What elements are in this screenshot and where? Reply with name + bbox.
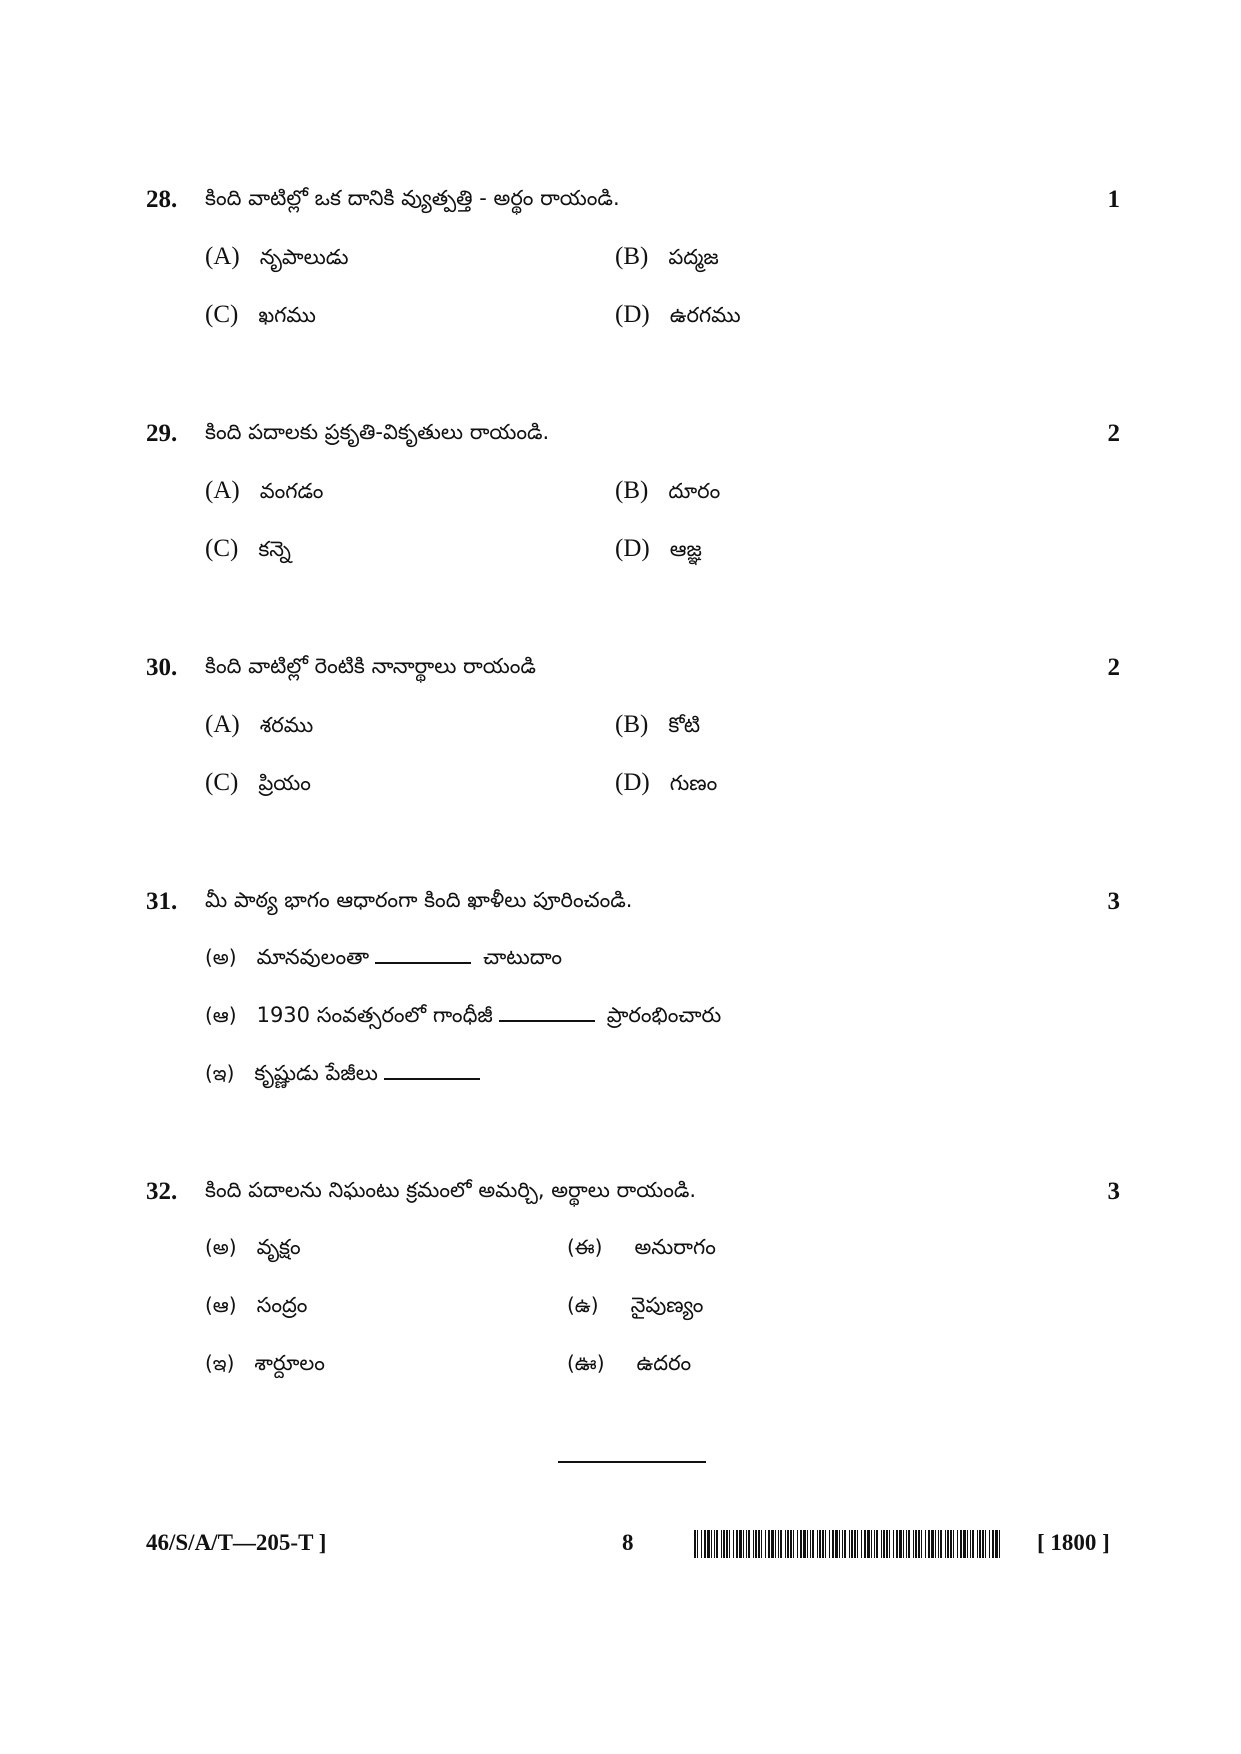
option-value: దూరం [668,479,721,503]
question-marks: 2 [1107,654,1120,681]
option-label: (C) [205,535,239,562]
option-label: (ఆ) [205,1293,237,1317]
option-label: (ఊ) [567,1351,605,1375]
option-value: ఖగము [258,303,316,327]
option-label: (D) [615,769,650,796]
question-text: మీ పాఠ్య భాగం ఆధారంగా కింది ఖాళీలు పూరించండి. [205,888,633,912]
option-label: (A) [205,711,240,738]
option-c [205,769,311,801]
question-number: 31. [146,888,178,915]
option-d [615,769,717,801]
question-text: కింది వాటిల్లో ఒక దానికి వ్యుత్పత్తి - అర్థం రాయండి. [205,186,620,210]
option-label: (ఈ) [567,1235,603,1259]
word-c [205,1351,325,1381]
option-label: (ఆ) [205,1003,237,1027]
blank-line [499,1020,595,1022]
blank-line [375,962,471,964]
option-label: (B) [615,243,649,270]
option-label: (B) [615,711,649,738]
option-label: (ఉ) [567,1293,599,1317]
option-value: సంద్రం [256,1293,308,1317]
option-label: (C) [205,769,239,796]
option-label: (C) [205,301,239,328]
option-value: గుణం [669,771,718,795]
question-marks: 1 [1107,186,1120,213]
word-e [567,1293,703,1323]
option-label: (D) [615,535,650,562]
question-marks: 3 [1107,1178,1120,1205]
option-label: (D) [615,301,650,328]
fill-blank-c [205,1061,486,1091]
fill-blank-b [205,1003,721,1033]
option-b [615,477,720,509]
option-value: శరము [259,713,314,737]
option-label: (ఇ) [205,1351,235,1375]
option-value: ఆజ్ఞ [669,537,702,561]
question-number: 32. [146,1178,178,1205]
option-d [615,301,741,333]
option-label: (A) [205,243,240,270]
fill-blank-a [205,945,562,975]
option-label: (అ) [205,1235,237,1259]
end-rule [558,1461,706,1463]
option-label: (అ) [205,945,237,969]
option-text-after: చాటుదాం [483,945,563,969]
option-value: నృపాలుడు [259,245,349,269]
copy-count: [ 1800 ] [1037,1530,1110,1555]
option-a [205,243,349,275]
option-c [205,301,316,333]
question-text: కింది వాటిల్లో రెంటికి నానార్థాలు రాయండి [205,654,536,678]
option-text-before: 1930 సంవత్సరంలో గాంధీజీ [256,1003,493,1027]
question-text: కింది పదాలకు ప్రకృతి-వికృతులు రాయండి. [205,420,550,444]
question-text: కింది పదాలను నిఘంటు క్రమంలో అమర్చి, అర్థాలు రాయండి. [205,1178,697,1202]
option-value: వృక్షం [256,1235,301,1259]
barcode-icon [694,1530,1002,1558]
option-text-after: ప్రారంభించారు [606,1003,722,1027]
option-a [205,477,323,509]
option-d [615,535,702,567]
word-b [205,1293,307,1323]
option-label: (B) [615,477,649,504]
word-f [567,1351,691,1381]
option-c [205,535,291,567]
paper-code: 46/S/A/T—205-T ] [146,1530,327,1555]
question-number: 30. [146,654,178,681]
option-b [615,711,700,743]
word-a [205,1235,301,1265]
question-number: 28. [146,186,178,213]
option-b [615,243,719,275]
option-value: ఉదరం [636,1351,692,1375]
option-value: కోటి [668,713,701,737]
blank-line [384,1078,480,1080]
option-value: శార్దూలం [254,1351,325,1375]
option-a [205,711,313,743]
option-text-before: కృష్ణుడు పేజీలు [254,1061,378,1085]
word-d [567,1235,716,1265]
option-text-before: మానవులంతా [256,945,370,969]
option-label: (A) [205,477,240,504]
option-label: (ఇ) [205,1061,235,1085]
option-value: ప్రియం [258,771,311,795]
option-value: కన్నె [258,537,291,561]
option-value: నైపుణ్యం [630,1293,704,1317]
option-value: ఉరగము [669,303,741,327]
question-marks: 3 [1107,888,1120,915]
question-number: 29. [146,420,178,447]
option-value: పద్మజ [668,245,719,269]
question-marks: 2 [1107,420,1120,447]
page-number: 8 [622,1530,634,1555]
option-value: వంగడం [259,479,324,503]
option-value: అనురాగం [634,1235,716,1259]
